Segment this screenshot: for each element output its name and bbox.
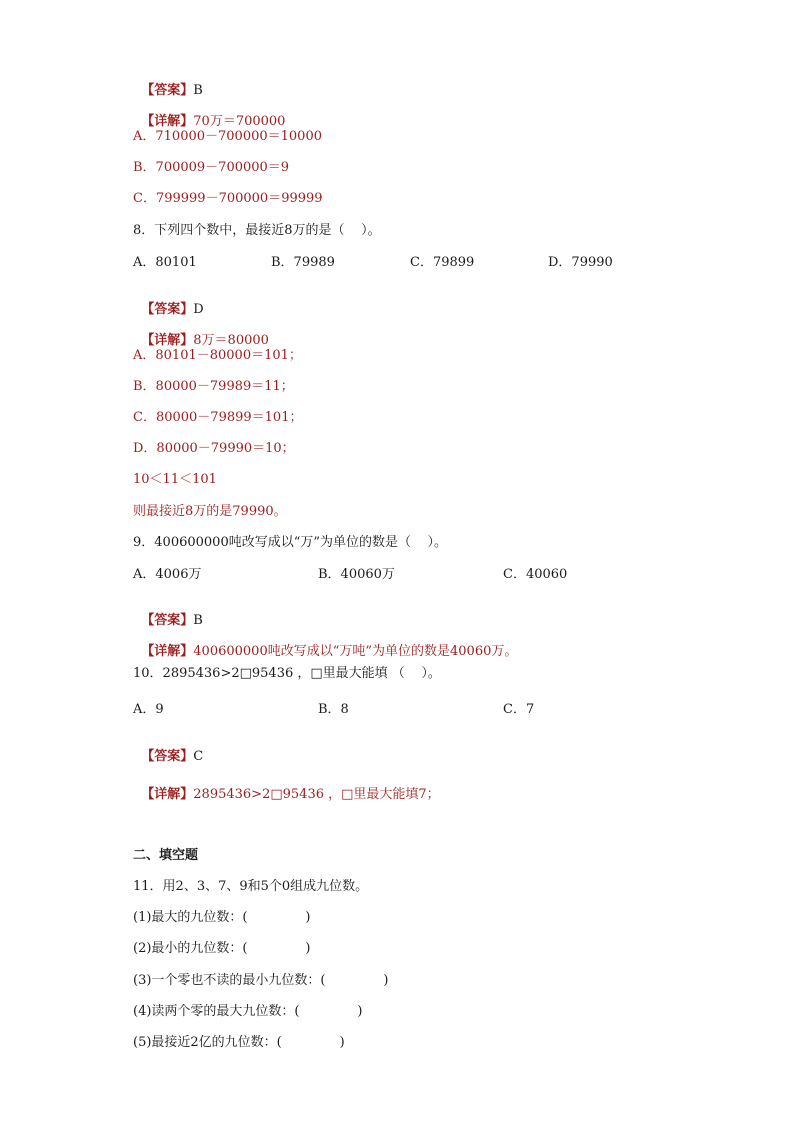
q11-item-5: (5)最接近2亿的九位数：( )	[133, 1035, 345, 1050]
detail-text: 2895436>2□95436 ，□里最大能填7；	[193, 787, 440, 802]
q11-item-2: (2)最小的九位数：( )	[133, 941, 311, 956]
q8-question: 8．下列四个数中，最接近8万的是（ ）。	[133, 223, 381, 238]
q9-question: 9．400600000吨改写成以“万”为单位的数是（ ）。	[133, 535, 448, 550]
q9-option-c: C．40060	[503, 567, 568, 582]
q10-answer	[133, 733, 203, 765]
q11-item-3: (3)一个零也不读的最小九位数：( )	[133, 973, 389, 988]
q10-option-a: A．9	[133, 702, 164, 717]
q10-detail	[133, 771, 440, 803]
q8-option-c: C．79899	[410, 255, 475, 270]
answer-label: 【答案】	[141, 83, 194, 98]
q8-compare: 10＜11＜101	[133, 472, 217, 487]
q9-answer	[133, 597, 203, 629]
detail-label: 【详解】	[141, 114, 194, 129]
q8-detail-line-a: A．80101－80000＝101；	[133, 348, 302, 363]
q8-detail-line-c: C．80000－79899＝101；	[133, 410, 303, 425]
q11-item-4: (4)读两个零的最大九位数：( )	[133, 1004, 363, 1019]
answer-value: B	[193, 83, 203, 98]
q8-option-b: B．79989	[271, 255, 335, 270]
answer-label: 【答案】	[141, 302, 194, 317]
q7-detail-line-a: A．710000－700000＝10000	[133, 129, 322, 144]
detail-label: 【详解】	[141, 644, 194, 659]
q8-detail-line-b: B．80000－79989＝11；	[133, 379, 294, 394]
detail-text: 70万＝700000	[193, 114, 286, 129]
q8-detail	[133, 317, 269, 349]
answer-value: D	[193, 302, 204, 317]
q9-option-b: B．40060万	[318, 567, 395, 582]
q8-answer	[133, 286, 204, 318]
q8-conclusion: 则最接近8万的是79990。	[133, 504, 287, 519]
q10-question: 10．2895436>2□95436 ，□里最大能填 （ ）。	[133, 666, 441, 681]
q10-option-b: B．8	[318, 702, 349, 717]
answer-label: 【答案】	[141, 613, 194, 628]
q7-detail	[133, 98, 285, 130]
q11-question: 11．用2、3、7、9和5个0组成九位数。	[133, 879, 369, 894]
section-title: 二、填空题	[133, 848, 199, 863]
detail-label: 【详解】	[141, 333, 194, 348]
q9-detail	[133, 628, 517, 660]
detail-label: 【详解】	[141, 787, 194, 802]
answer-value: C	[193, 749, 204, 764]
answer-label: 【答案】	[141, 749, 194, 764]
q11-item-1: (1)最大的九位数：( )	[133, 910, 311, 925]
q10-option-c: C．7	[503, 702, 535, 717]
answer-value: B	[193, 613, 203, 628]
q7-detail-line-b: B．700009－700000＝9	[133, 160, 290, 175]
q8-option-a: A．80101	[133, 255, 197, 270]
q8-option-d: D．79990	[548, 255, 613, 270]
q7-answer	[133, 67, 203, 99]
detail-text: 400600000吨改写成以“万吨”为单位的数是40060万。	[193, 644, 518, 659]
q9-option-a: A．4006万	[133, 567, 202, 582]
q7-detail-line-c: C．799999－700000＝99999	[133, 191, 323, 206]
q8-detail-line-d: D．80000－79990＝10；	[133, 441, 295, 456]
detail-text: 8万＝80000	[193, 333, 269, 348]
